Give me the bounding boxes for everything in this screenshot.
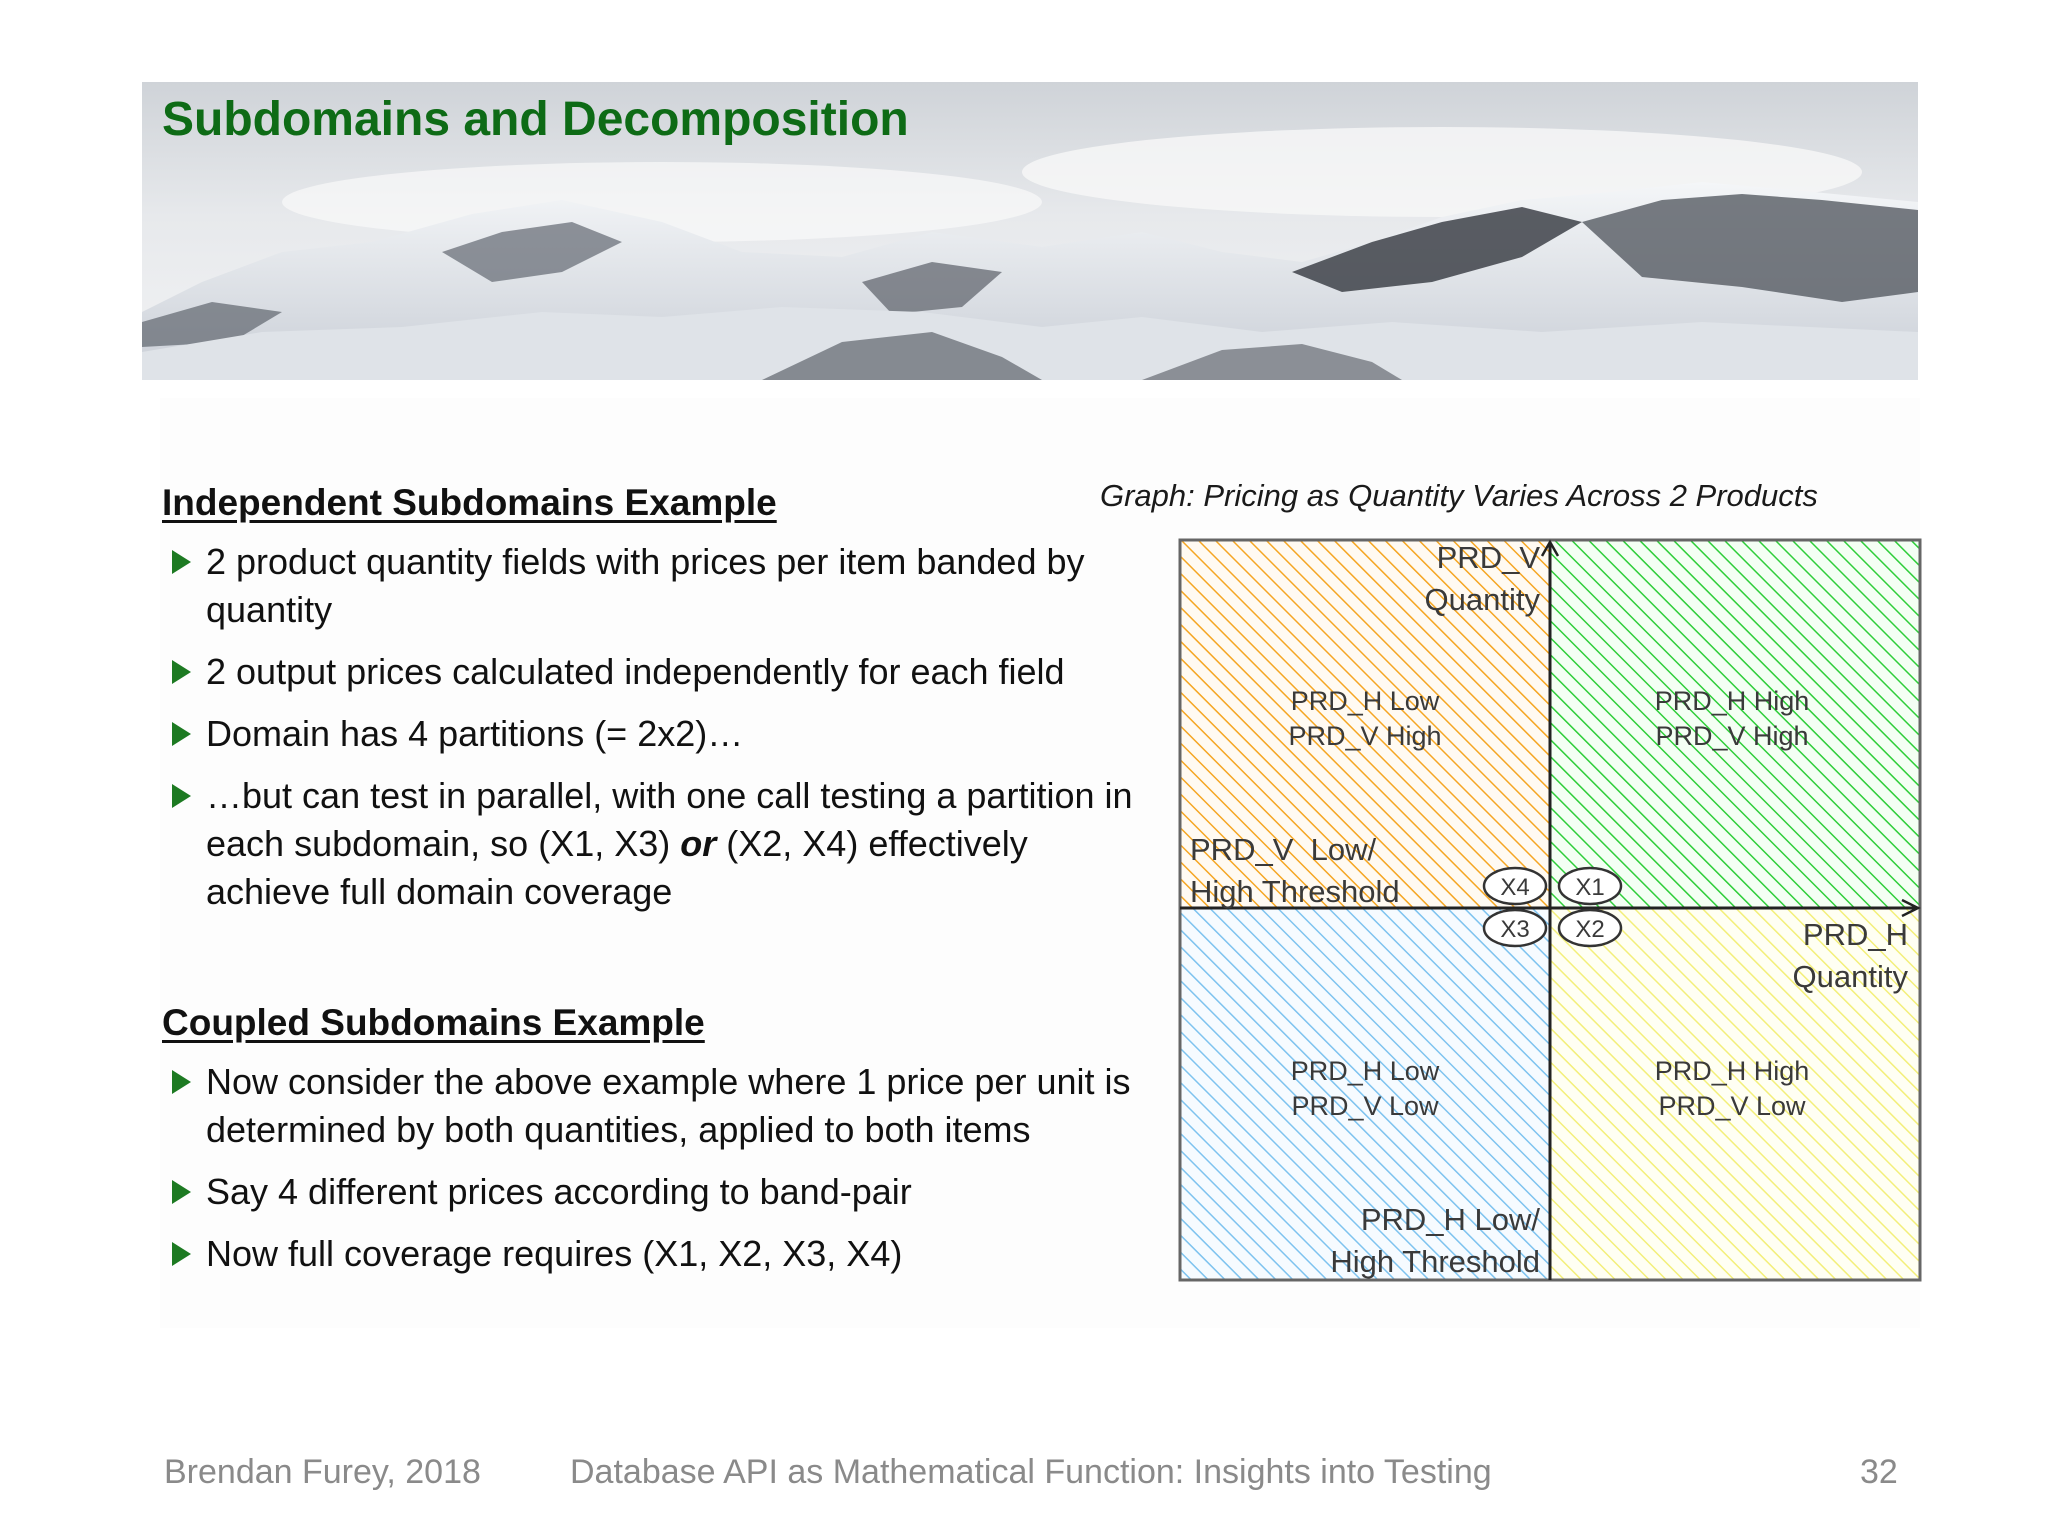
v-axis-label-line1: PRD_V [1436,540,1540,575]
independent-bullets [160,538,1160,930]
quadrant-bottom-right-line1: PRD_H High [1654,1056,1810,1086]
pricing-partition-diagram [1180,540,1920,1280]
bullet-triangle-icon [172,722,191,746]
quadrant-bottom-left-line2: PRD_V Low [1291,1091,1439,1121]
bullet-triangle-icon [172,1242,191,1266]
coupled-bullets [160,1058,1160,1292]
bullet-item: Say 4 different prices according to band-pair [160,1168,1160,1216]
bullet-item: Now full coverage requires (X1, X2, X3, X4) [160,1230,1160,1278]
svg-text:X1: X1 [1575,874,1605,901]
point-x1 [1559,868,1621,904]
point-x3 [1484,910,1546,946]
bullet-item: …but can test in parallel, with one call testing a partition in each subdomain, so (X1, X3) or (X2, X4) effectively achieve full domain coverage [160,772,1160,916]
footer-presentation-title: Database API as Mathematical Function: Insights into Testing [570,1453,1492,1491]
graph-caption: Graph: Pricing as Quantity Varies Across 2 Products [1100,478,1818,513]
h-threshold-label-line2: High Threshold [1330,1244,1540,1279]
quadrant-top-right-line2: PRD_V High [1655,721,1809,751]
bullet-triangle-icon [172,550,191,574]
quadrant-bottom-left-line1: PRD_H Low [1290,1056,1440,1086]
bullet-triangle-icon [172,1180,191,1204]
v-threshold-label-line1: PRD_V Low/ [1190,832,1377,867]
bullet-item: Now consider the above example where 1 price per unit is determined by both quantities, applied to both items [160,1058,1160,1154]
footer-author: Brendan Furey, 2018 [164,1453,481,1491]
coupled-subdomains-heading: Coupled Subdomains Example [162,1002,705,1043]
v-axis-label-line2: Quantity [1424,582,1540,617]
slide-content [160,398,1920,1328]
h-axis-label-line2: Quantity [1792,959,1908,994]
slide-title: Subdomains and Decomposition [162,93,909,146]
bullet-triangle-icon [172,1070,191,1094]
footer-page-number: 32 [1860,1453,1898,1491]
bullet-item: Domain has 4 partitions (= 2x2)… [160,710,1160,758]
svg-text:X4: X4 [1500,874,1530,901]
svg-text:X2: X2 [1575,916,1605,943]
emphasis-or: or [680,823,717,864]
h-threshold-label-line1: PRD_H Low/ [1360,1202,1540,1237]
quadrant-bottom-right-line2: PRD_V Low [1658,1091,1806,1121]
independent-subdomains-heading: Independent Subdomains Example [162,482,777,523]
h-axis-label-line1: PRD_H [1802,917,1908,952]
bullet-item: 2 product quantity fields with prices per item banded by quantity [160,538,1160,634]
svg-text:X3: X3 [1500,916,1530,943]
bullet-triangle-icon [172,784,191,808]
point-x2 [1559,910,1621,946]
quadrant-top-right-line1: PRD_H High [1654,686,1810,716]
quadrant-top-left-line1: PRD_H Low [1290,686,1440,716]
bullet-triangle-icon [172,660,191,684]
point-x4 [1484,868,1546,904]
header-banner [142,82,1918,380]
v-threshold-label-line2: High Threshold [1190,874,1400,909]
quadrant-top-left-line2: PRD_V High [1288,721,1442,751]
bullet-item: 2 output prices calculated independently for each field [160,648,1160,696]
